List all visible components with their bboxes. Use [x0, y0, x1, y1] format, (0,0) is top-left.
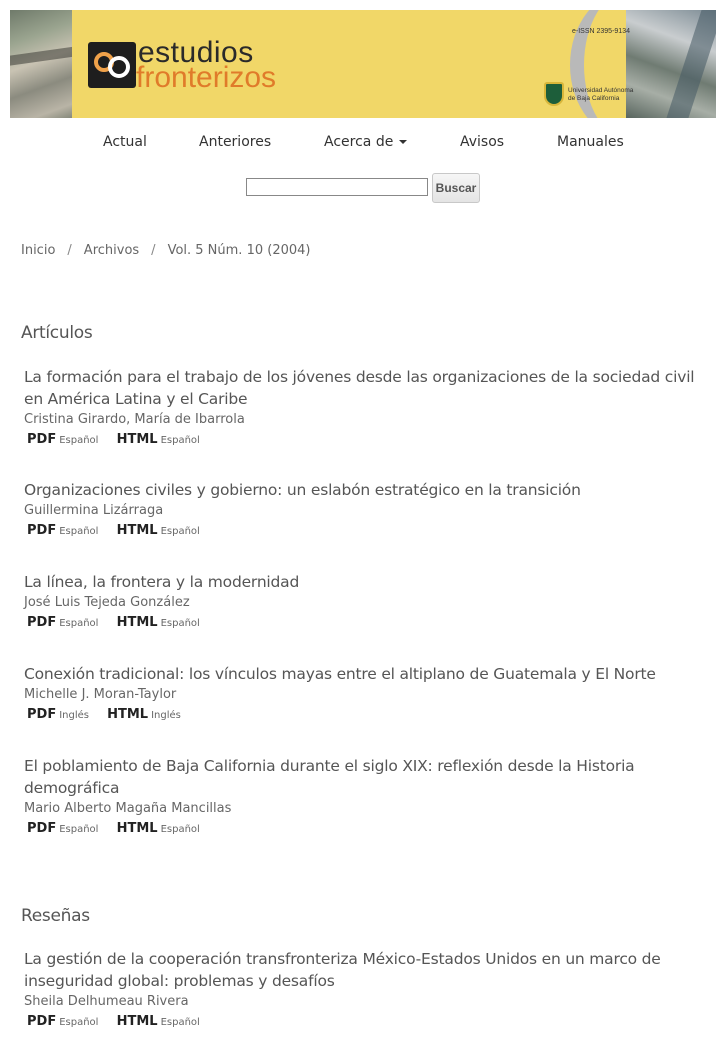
galley-language: Español [59, 435, 99, 446]
galley-format: HTML [116, 821, 158, 836]
galley-language: Español [59, 1017, 99, 1028]
galley-language: Inglés [151, 710, 181, 721]
galley-format: HTML [116, 1014, 158, 1029]
journal-logo-icon [88, 42, 136, 88]
galley-links [27, 613, 700, 634]
galley-format: PDF [27, 432, 57, 447]
galley-language: Español [59, 526, 99, 537]
search-input[interactable] [246, 178, 428, 196]
pdf-galley-link[interactable] [27, 613, 98, 634]
html-galley-link[interactable] [117, 613, 200, 634]
galley-language: Español [160, 435, 200, 446]
nav-item-acerca-de[interactable] [324, 134, 407, 150]
galley-format: PDF [27, 1014, 57, 1029]
breadcrumb-inicio[interactable]: Inicio [21, 243, 56, 258]
article-authors: Guillermina Lizárraga [24, 503, 164, 518]
breadcrumb-separator: / [151, 243, 156, 258]
article-item [24, 366, 700, 451]
university-name-line1: Universidad Autónoma [568, 87, 634, 94]
html-galley-link[interactable] [117, 819, 200, 840]
article-title-link[interactable]: Organizaciones civiles y gobierno: un eslabón estratégico en la transición [24, 481, 581, 499]
galley-format: HTML [116, 615, 158, 630]
galley-format: PDF [27, 615, 57, 630]
breadcrumb-current: Vol. 5 Núm. 10 (2004) [167, 243, 311, 258]
nav-item-acerca-de-label: Acerca de [324, 134, 394, 150]
logo-word-estudios: estudios [138, 36, 254, 69]
issn-label: e-ISSN 2395-9134 [572, 28, 630, 35]
breadcrumb-separator: / [67, 243, 72, 258]
html-galley-link[interactable] [117, 1012, 200, 1033]
header-banner[interactable] [10, 10, 716, 118]
pdf-galley-link[interactable] [27, 1012, 98, 1033]
section-title-articulos: Artículos [21, 323, 93, 343]
galley-format: HTML [107, 707, 149, 722]
galley-language: Español [59, 618, 99, 629]
breadcrumb-archivos[interactable]: Archivos [83, 243, 140, 258]
article-item [24, 571, 700, 634]
nav-item-anteriores[interactable]: Anteriores [199, 134, 272, 150]
article-title-link[interactable]: La formación para el trabajo de los jóvenes desde las organizaciones de la sociedad civil en América Latina y el Caribe [24, 368, 695, 408]
university-seal-icon [544, 82, 564, 106]
galley-format: PDF [27, 707, 57, 722]
galley-language: Español [160, 1017, 200, 1028]
article-item [24, 755, 700, 840]
pdf-galley-link[interactable] [27, 430, 98, 451]
logo-word-fronterizos: fronterizos [136, 61, 277, 94]
galley-language: Español [160, 618, 200, 629]
galley-language: Español [59, 824, 99, 835]
main-nav [0, 134, 723, 154]
html-galley-link[interactable] [117, 521, 200, 542]
university-name-line2: de Baja California [568, 95, 620, 102]
galley-format: HTML [116, 432, 158, 447]
galley-links [27, 1012, 700, 1033]
article-item [24, 479, 700, 542]
galley-links [27, 819, 700, 840]
nav-item-manuales[interactable]: Manuales [557, 134, 624, 150]
galley-language: Español [160, 526, 200, 537]
pdf-galley-link[interactable] [27, 705, 89, 726]
breadcrumb [21, 243, 310, 258]
article-title-link[interactable]: Conexión tradicional: los vínculos mayas entre el altiplano de Guatemala y El Norte [24, 665, 656, 683]
article-item [24, 663, 700, 726]
article-title-link[interactable]: La gestión de la cooperación transfronteriza México-Estados Unidos en un marco de inseguridad global: problemas y desafíos [24, 950, 661, 990]
pdf-galley-link[interactable] [27, 819, 98, 840]
search-button[interactable]: Buscar [432, 173, 480, 203]
university-name [568, 87, 658, 103]
galley-format: PDF [27, 523, 57, 538]
article-item [24, 948, 700, 1033]
article-authors: José Luis Tejeda González [24, 595, 190, 610]
nav-item-avisos[interactable]: Avisos [460, 134, 505, 150]
galley-language: Inglés [59, 710, 89, 721]
html-galley-link[interactable] [107, 705, 181, 726]
section-title-resenas: Reseñas [21, 906, 90, 926]
article-authors: Cristina Girardo, María de Ibarrola [24, 412, 245, 427]
nav-item-actual[interactable]: Actual [103, 134, 147, 150]
article-title-link[interactable]: La línea, la frontera y la modernidad [24, 573, 300, 591]
article-authors: Sheila Delhumeau Rivera [24, 994, 189, 1009]
galley-format: PDF [27, 821, 57, 836]
article-authors: Mario Alberto Magaña Mancillas [24, 801, 232, 816]
caret-down-icon [399, 140, 407, 144]
article-title-link[interactable]: El poblamiento de Baja California durante el siglo XIX: reflexión desde la Historia demográfica [24, 757, 635, 797]
galley-links [27, 705, 700, 726]
galley-links [27, 521, 700, 542]
pdf-galley-link[interactable] [27, 521, 98, 542]
galley-format: HTML [116, 523, 158, 538]
galley-language: Español [160, 824, 200, 835]
html-galley-link[interactable] [117, 430, 200, 451]
galley-links [27, 430, 700, 451]
article-authors: Michelle J. Moran-Taylor [24, 687, 177, 702]
